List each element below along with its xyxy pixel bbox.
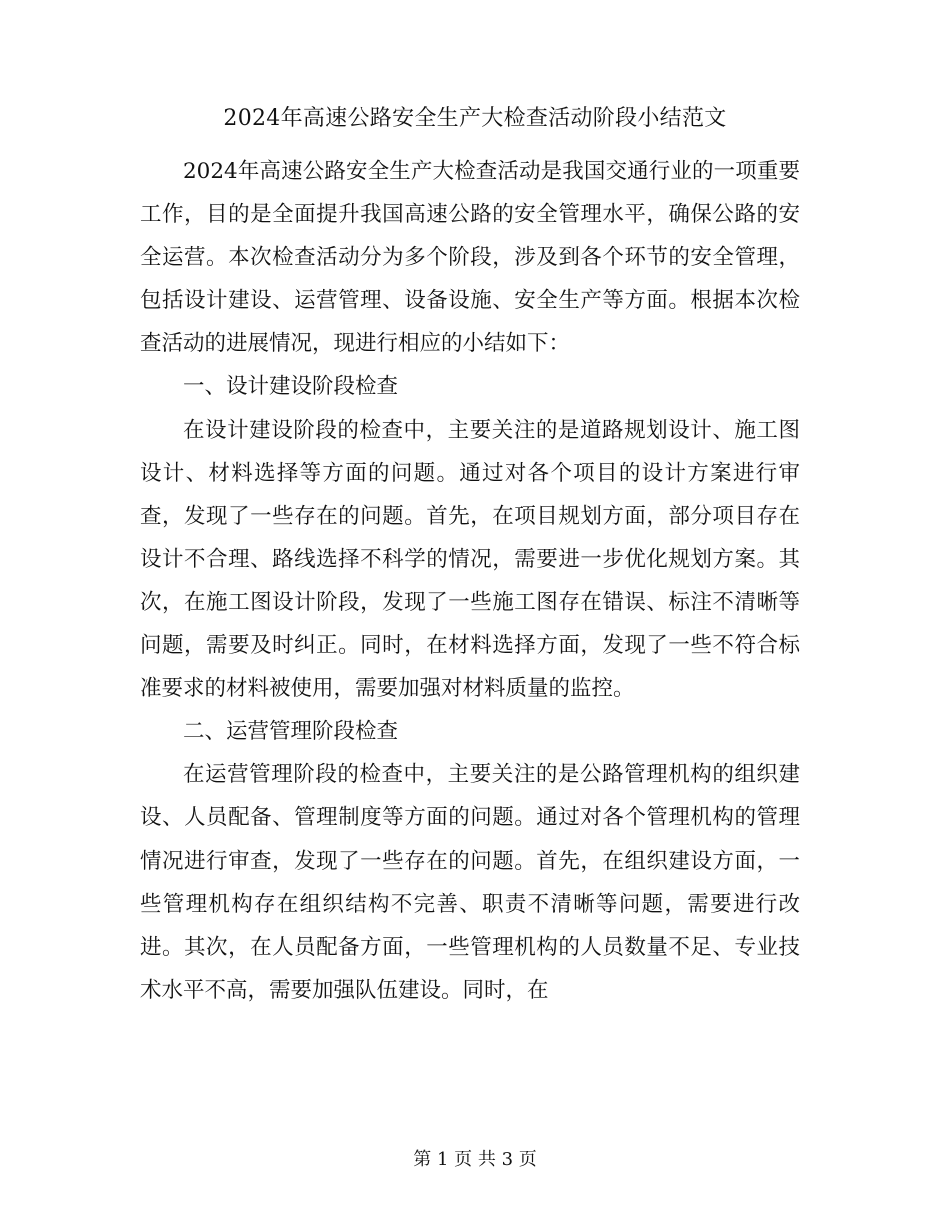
section-heading-design-construction: 一、设计建设阶段检查 [183,374,399,400]
design-construction-paragraph: 在设计建设阶段的检查中，主要关注的是道路规划设计、施工图设计、材料选择等方面的问题。通过对各个项目的设计方案进行审查，发现了一些存在的问题。首先，在项目规划方面，部分项目存在设计不合理、路线选择不科学的情况，需要进一步优化规划方案。其次，在施工图设计阶段，发现了一些施工图存在错误、标注不清晰等问题，需要及时纠正。同时，在材料选择方面，发现了一些不符合标准要求的材料被使用，需要加强对材料质量的监控。 [140,417,800,702]
operation-management-paragraph: 在运营管理阶段的检查中，主要关注的是公路管理机构的组织建设、人员配备、管理制度等方面的问题。通过对各个管理机构的管理情况进行审查，发现了一些存在的问题。首先，在组织建设方面，一些管理机构存在组织结构不完善、职责不清晰等问题，需要进行改进。其次，在人员配备方面，一些管理机构的人员数量不足、专业技术水平不高，需要加强队伍建设。同时，在 [140,762,800,1003]
section-heading-operation-management: 二、运营管理阶段检查 [183,719,399,745]
document-title: 2024年高速公路安全生产大检查活动阶段小结范文 [223,106,727,131]
page-number-footer: 第 1 页 共 3 页 [413,1149,537,1170]
intro-paragraph: 2024年高速公路安全生产大检查活动是我国交通行业的一项重要工作，目的是全面提升我国高速公路的安全管理水平，确保公路的安全运营。本次检查活动分为多个阶段，涉及到各个环节的安全管理，包括设计建设、运营管理、设备设施、安全生产等方面。根据本次检查活动的进展情况，现进行相应的小结如下： [140,159,800,357]
document-body [140,150,800,1012]
